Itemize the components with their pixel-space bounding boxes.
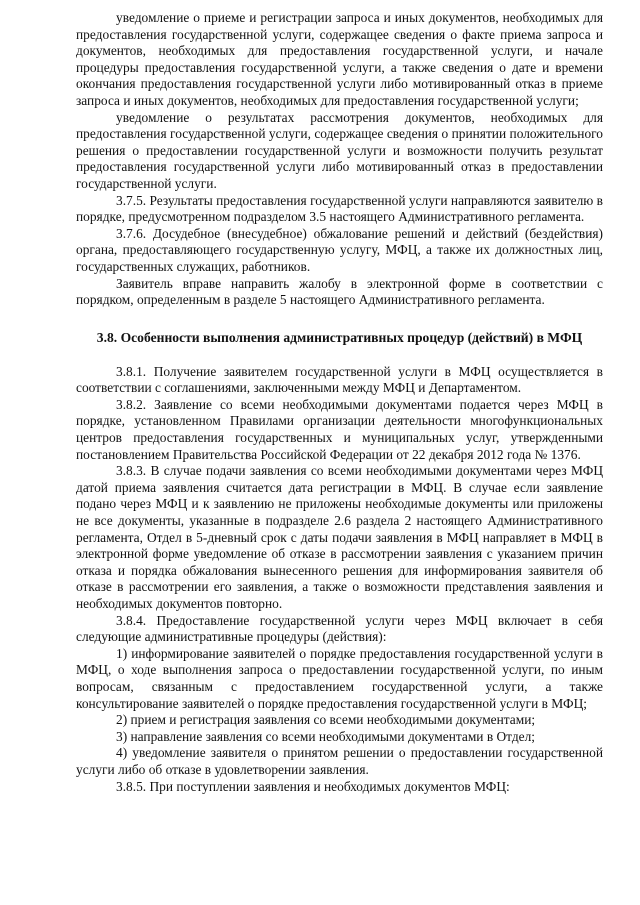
section-heading-3-8: 3.8. Особенности выполнения административных процедур (действий) в МФЦ bbox=[96, 329, 583, 345]
paragraph-3-7-5: 3.7.5. Результаты предоставления государственной услуги направляются заявителю в порядке, предусмотренном подразделом 3.5 настоящего Административного регламента. bbox=[76, 192, 603, 225]
list-item-2: 2) прием и регистрация заявления со всеми необходимыми документами; bbox=[116, 712, 536, 728]
paragraph-3-8-2: 3.8.2. Заявление со всеми необходимыми документами подается через МФЦ в порядке, установленном Правилами организации деятельности многофункциональных центров предоставления государственных и муниципальных услуг, утвержденными постановлением Правительства Российской Федерации от 22 декабря 2012 года № 1376. bbox=[76, 396, 603, 462]
paragraph-3-7-6: 3.7.6. Досудебное (внесудебное) обжалование решений и действий (бездействия) органа, предоставляющего государственную услугу, МФЦ, а также их должностных лиц, государственных служащих, работников. bbox=[76, 225, 603, 274]
paragraph-notice-results: уведомление о результатах рассмотрения документов, необходимых для предоставления государственной услуги, содержащее сведения о принятии положительного решения о предоставлении государственной услуги и возможности получить результат предоставления государственной услуги либо мотивированный отказ в предоставлении государственной услуги. bbox=[76, 109, 603, 191]
list-item-4: 4) уведомление заявителя о принятом решении о предоставлении государственной услуги либо об отказе в удовлетворении заявления. bbox=[76, 745, 603, 777]
list-item-3: 3) направление заявления со всеми необходимыми документами в Отдел; bbox=[116, 728, 535, 744]
list-item-1: 1) информирование заявителей о порядке предоставления государственной услуги в МФЦ, о ходе выполнения запроса о предоставлении государственной услуги, по иным вопросам, связанным с предоставлением государственной услуги, а также консультирование заявителей о порядке предоставления государственной услуги в МФЦ; bbox=[76, 645, 603, 711]
paragraph-complaint-electronic: Заявитель вправе направить жалобу в электронной форме в соответствии с порядком, определенным в разделе 5 настоящего Административного регламента. bbox=[76, 275, 603, 308]
paragraph-notice-receipt: уведомление о приеме и регистрации запроса и иных документов, необходимых для предоставления государственной услуги, содержащее сведения о факте приема запроса и документов, необходимых для предоставления государственной услуги, и начале процедуры предоставления государственной услуги, а также сведения о дате и времени окончания предоставления государственной услуги либо мотивированный отказ в приеме запроса и иных документов, необходимых для предоставления государственной услуги; bbox=[76, 10, 603, 108]
paragraph-3-8-5: 3.8.5. При поступлении заявления и необходимых документов МФЦ: bbox=[116, 778, 510, 794]
document-page bbox=[76, 10, 603, 795]
paragraph-3-8-3: 3.8.3. В случае подачи заявления со всеми необходимыми документами через МФЦ датой приема заявления считается дата регистрации в МФЦ. В случае если заявление подано через МФЦ и к заявлению не приложены необходимые документы или приложены не все документы, указанные в подразделе 2.6 раздела 2 настоящего Административного регламента, Отдел в 5-дневный срок с даты подачи заявления в МФЦ направляет в МФЦ в электронной форме уведомление об отказе в рассмотрении заявления с указанием причин отказа и порядка обжалования вынесенного решения для информирования заявителя об отказе в рассмотрении его заявления, а также о возможности представления заявления и необходимых документов повторно. bbox=[76, 463, 603, 611]
paragraph-3-8-4: 3.8.4. Предоставление государственной услуги через МФЦ включает в себя следующие административные процедуры (действия): bbox=[76, 612, 603, 645]
paragraph-3-8-1: 3.8.1. Получение заявителем государственной услуги в МФЦ осуществляется в соответствии с соглашениями, заключенными между МФЦ и Департаментом. bbox=[76, 363, 603, 396]
